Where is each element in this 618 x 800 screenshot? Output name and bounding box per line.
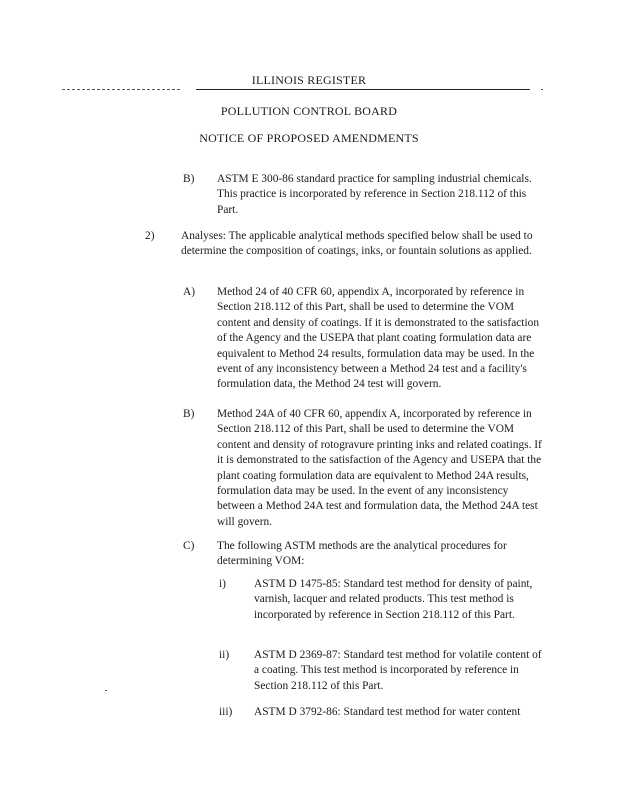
item-label-iii: iii) — [219, 706, 233, 718]
scan-speck-left — [105, 690, 107, 691]
register-title: ILLINOIS REGISTER — [251, 73, 367, 87]
item-text-a: Method 24 of 40 CFR 60, appendix A, incorporated by reference in Section 218.112 of this Part, shall be used to determine the VOM content and density of coatings. If it is demonstrated to the satisfaction of the Agency and the USEPA that plant coating formulation data are equivalent to Method 24 results, formulation data may be used. In the event of any inconsistency between a Method 24 test and a facility's formulation data, the Method 24 test will govern. — [217, 286, 540, 391]
item-text-2: Analyses: The applicable analytical methods specified below shall be used to determine the composition of coatings, inks, or fountain solutions as applied. — [181, 230, 533, 258]
item-text-b: Method 24A of 40 CFR 60, appendix A, incorporated by reference in Section 218.112 of this Part, shall be used to determine the VOM content and density of rotogravure printing inks and related coatings. If it is demonstrated to the satisfaction of the Agency and USEPA that the plant coating formulation data are equivalent to Method 24A results, formulation data may be used. In the event of any inconsistency between a Method 24A test and formulation data, the Method 24A test will govern. — [217, 408, 542, 528]
item-label-ii: ii) — [219, 649, 230, 661]
item-text-iii: ASTM D 3792-86: Standard test method for water content — [254, 706, 521, 718]
item-label-2: 2) — [145, 230, 155, 242]
header-rule — [196, 89, 530, 90]
item-text-i: ASTM D 1475-85: Standard test method for density of paint, varnish, lacquer and related products. This test method is incorporated by reference in Section 218.112 of this Part. — [254, 578, 533, 621]
item-label-b: B) — [183, 408, 195, 420]
item-label-i: i) — [219, 578, 226, 590]
item-text-b-top: ASTM E 300-86 standard practice for sampling industrial chemicals. This practice is incorporated by reference in Section 218.112 of this Part. — [217, 173, 532, 216]
item-label-b-top: B) — [183, 173, 195, 185]
notice-title: NOTICE OF PROPOSED AMENDMENTS — [199, 131, 419, 145]
board-title: POLLUTION CONTROL BOARD — [220, 104, 398, 118]
item-text-ii: ASTM D 2369-87: Standard test method for volatile content of a coating. This test method is incorporated by reference in Section 218.112 of this Part. — [254, 649, 542, 692]
header-rule-left — [62, 89, 180, 90]
scan-speck — [541, 89, 543, 90]
item-label-a: A) — [183, 286, 196, 298]
item-text-c: The following ASTM methods are the analytical procedures for determining VOM: — [217, 540, 507, 568]
item-label-c: C) — [183, 540, 195, 552]
